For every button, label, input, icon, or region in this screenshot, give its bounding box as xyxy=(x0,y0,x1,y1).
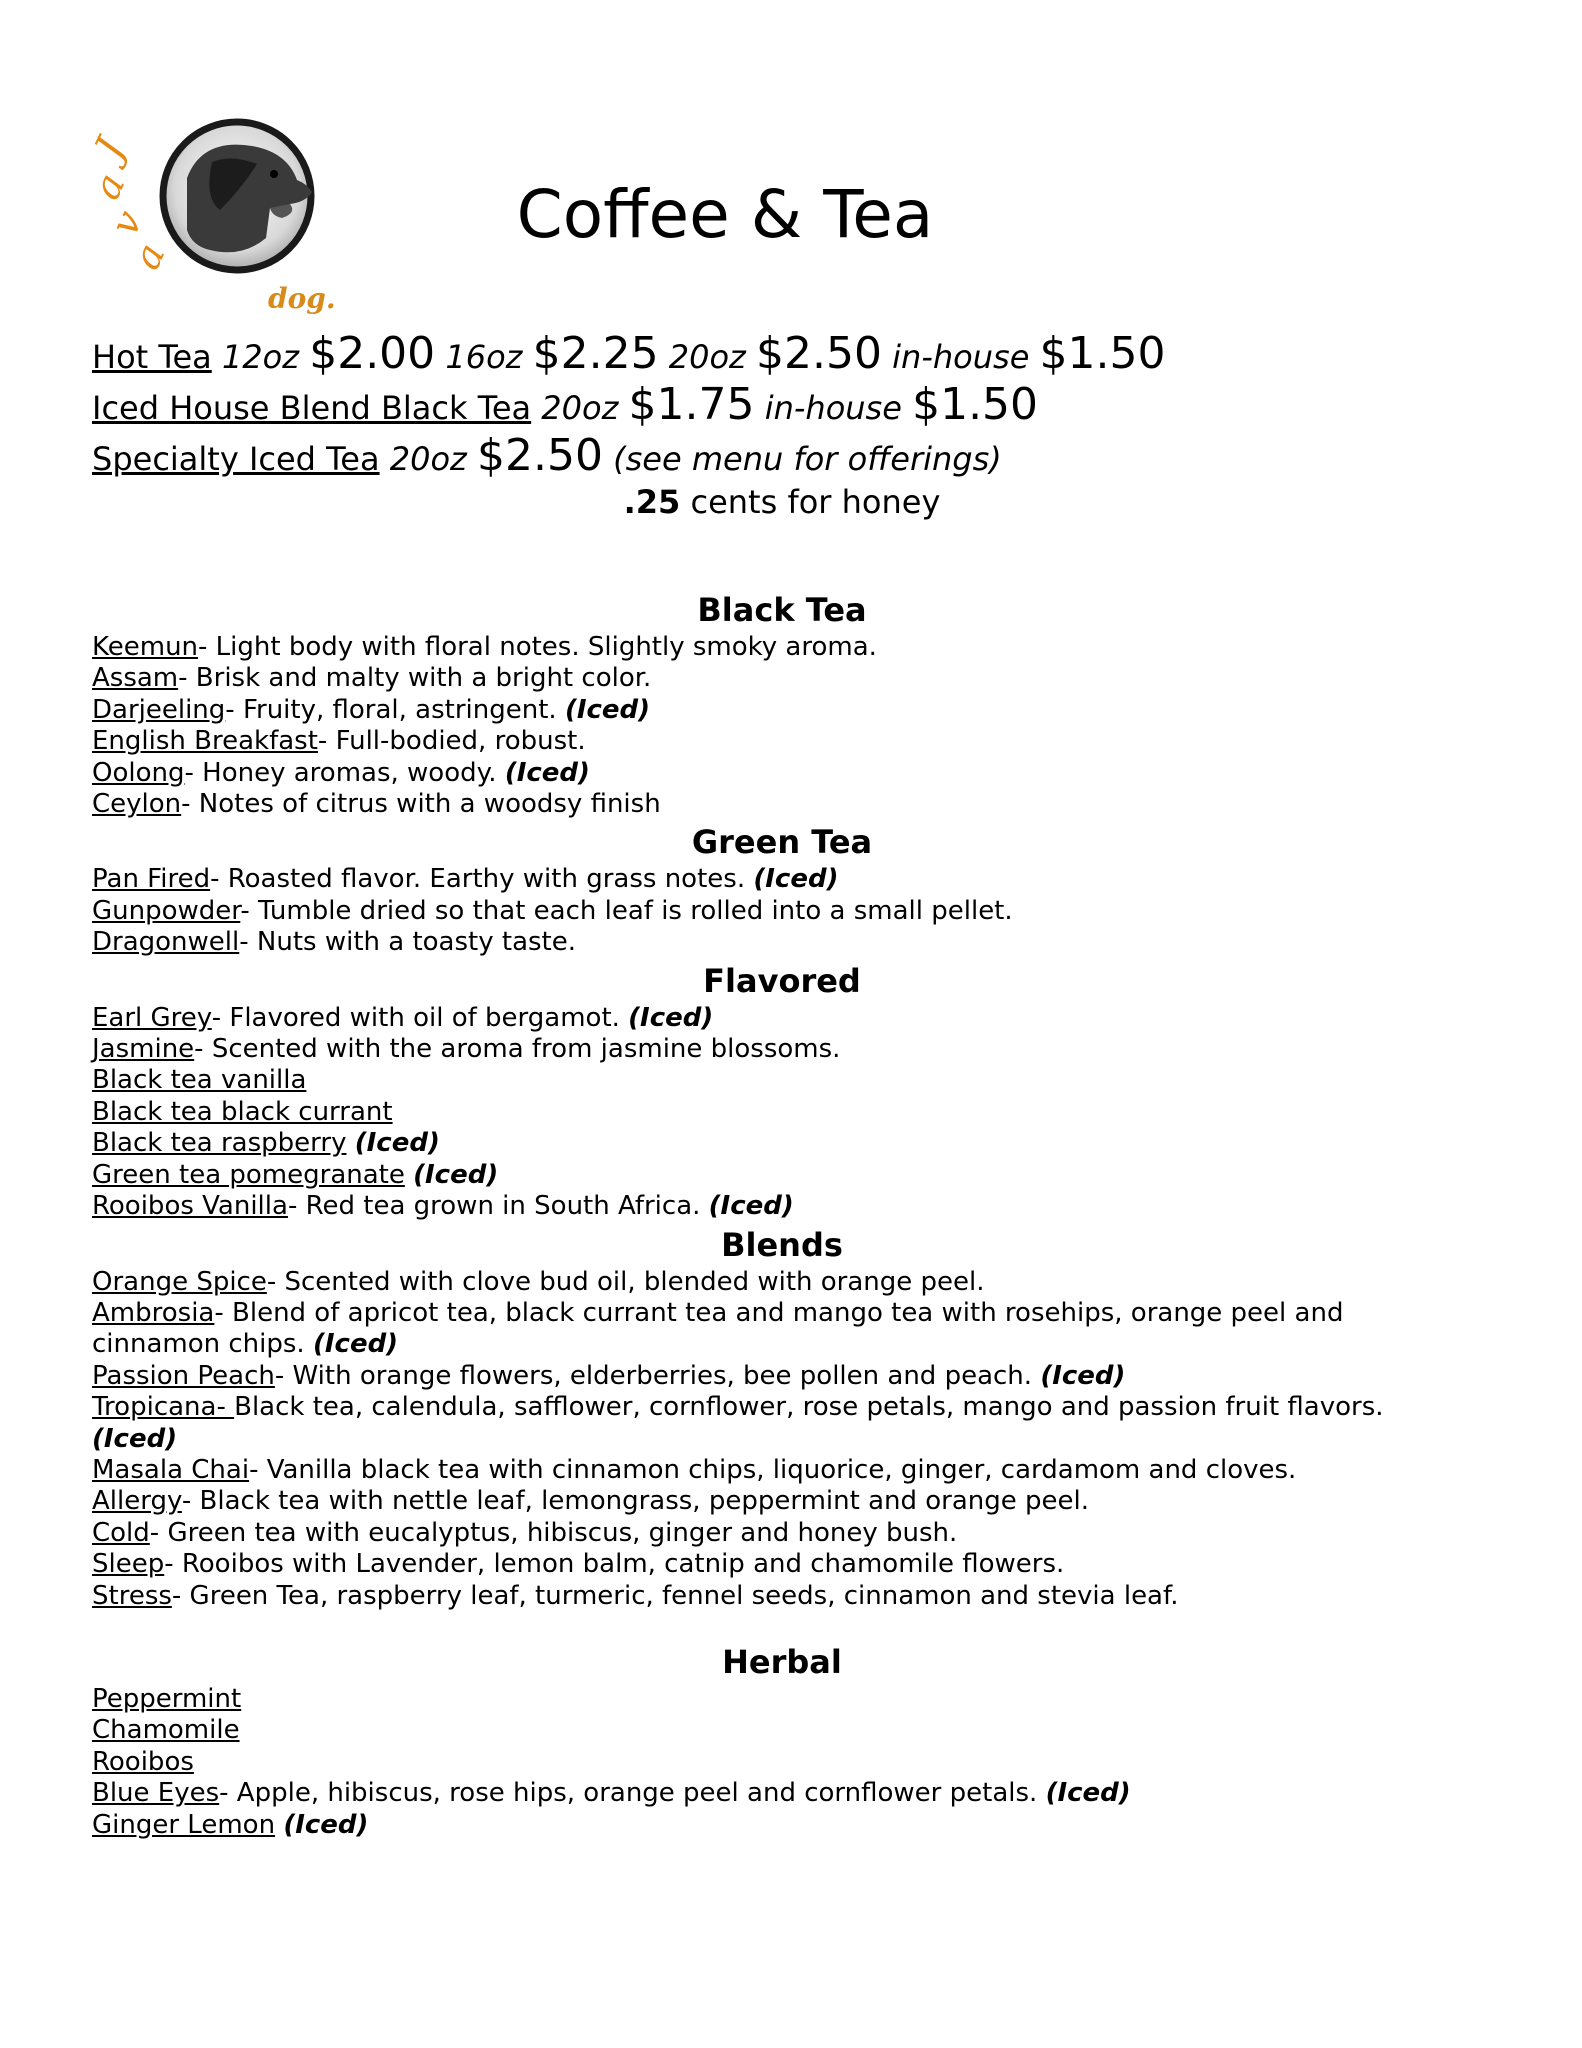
menu-item xyxy=(92,864,1492,895)
item-name: Gunpowder xyxy=(92,895,241,926)
section-heading: Green Tea xyxy=(691,823,873,862)
item-name: Cold xyxy=(92,1517,150,1548)
size-label: 20oz xyxy=(541,389,619,427)
price-value: $1.75 xyxy=(628,379,755,430)
menu-item xyxy=(92,1034,1492,1065)
menu-item xyxy=(92,1684,1492,1715)
menu-item xyxy=(92,663,1492,694)
item-name: Ambrosia xyxy=(92,1297,215,1328)
price-value: $2.50 xyxy=(756,328,882,379)
item-description: - Green tea with eucalyptus, hibiscus, ginger and honey bush. xyxy=(149,1517,958,1548)
price-value: $2.50 xyxy=(477,430,603,481)
price-note: (see menu for offerings) xyxy=(613,440,1002,478)
menu-item xyxy=(92,1715,1492,1746)
price-value: $2.00 xyxy=(309,328,436,379)
menu-item xyxy=(92,726,1492,757)
logo-letter-j: J xyxy=(86,131,135,166)
item-name: Allergy xyxy=(92,1486,182,1517)
item-description: - Full-bodied, robust. xyxy=(317,726,586,757)
honey-note xyxy=(92,480,1472,524)
iced-badge: (Iced) xyxy=(628,1002,714,1033)
item-description: - Roasted flavor. Earthy with grass notes. xyxy=(210,864,746,895)
item-name: Peppermint xyxy=(92,1683,242,1714)
iced-badge: (Iced) xyxy=(1045,1778,1131,1809)
item-name: English Breakfast xyxy=(92,726,318,757)
menu-item xyxy=(92,1191,1492,1222)
price-row-iced-house-blend xyxy=(92,379,1512,430)
item-name: Rooibos Vanilla xyxy=(92,1191,288,1222)
iced-badge: (Iced) xyxy=(92,1423,178,1454)
item-description: - Apple, hibiscus, rose hips, orange peel and cornflower petals. xyxy=(219,1778,1038,1809)
item-description: - Notes of citrus with a woodsy finish xyxy=(181,789,661,820)
item-name: Masala Chai xyxy=(92,1454,250,1485)
item-name: Oolong xyxy=(92,757,185,788)
menu-item xyxy=(92,896,1492,927)
price-list xyxy=(92,328,1512,521)
item-name: Passion Peach xyxy=(92,1360,275,1391)
item-name: Rooibos xyxy=(92,1746,194,1777)
item-description: - With orange flowers, elderberries, bee pollen and peach. xyxy=(274,1360,1033,1391)
menu-item xyxy=(92,695,1492,726)
item-name: Tropicana- xyxy=(92,1392,235,1423)
menu-item xyxy=(92,1361,1492,1392)
item-name: Jasmine xyxy=(92,1034,195,1065)
menu-item xyxy=(92,1267,1492,1298)
menu-item xyxy=(92,1581,1492,1612)
iced-badge: (Iced) xyxy=(283,1809,369,1840)
menu-item xyxy=(92,1392,1422,1455)
menu-item xyxy=(92,1810,1492,1841)
item-name: Sleep xyxy=(92,1549,165,1580)
item-name: Stress xyxy=(92,1580,172,1611)
menu-item xyxy=(92,927,1492,958)
item-name: Dragonwell xyxy=(92,927,240,958)
menu-item xyxy=(92,1298,1422,1361)
iced-badge: (Iced) xyxy=(708,1191,794,1222)
menu-item xyxy=(92,1747,1492,1778)
logo-tagline: dog. xyxy=(268,282,336,315)
honey-text: cents for honey xyxy=(690,483,941,521)
item-description: - Fruity, floral, astringent. xyxy=(225,694,557,725)
menu-item xyxy=(92,1518,1492,1549)
price-value: $1.50 xyxy=(912,379,1039,430)
menu-item xyxy=(92,1160,1492,1191)
section-gap xyxy=(92,1612,1492,1640)
menu-item xyxy=(92,1486,1492,1517)
iced-badge: (Iced) xyxy=(753,864,839,895)
section-heading: Blends xyxy=(721,1225,843,1264)
item-description: - Green Tea, raspberry leaf, turmeric, fennel seeds, cinnamon and stevia leaf. xyxy=(171,1580,1179,1611)
page-title: Coffee & Tea xyxy=(516,176,934,253)
item-description: - Nuts with a toasty taste. xyxy=(239,927,577,958)
logo-letter-a1: a xyxy=(84,166,134,206)
item-name: Green tea pomegranate xyxy=(92,1159,405,1190)
item-name: Earl Grey xyxy=(92,1002,212,1033)
menu-item xyxy=(92,1455,1492,1486)
item-name: Pan Fired xyxy=(92,864,211,895)
menu-item xyxy=(92,1128,1492,1159)
item-name: Darjeeling xyxy=(92,694,226,725)
item-description: - Blend of apricot tea, black currant tea and mango tea with rosehips, orange peel and cinnamon chips. xyxy=(92,1297,1344,1360)
honey-amount: .25 xyxy=(623,483,681,521)
item-name: Black tea vanilla xyxy=(92,1065,307,1096)
size-label: in-house xyxy=(764,389,902,427)
iced-badge: (Iced) xyxy=(312,1329,399,1360)
java-dog-logo xyxy=(84,118,342,318)
menu-item xyxy=(92,1549,1492,1580)
item-description: - Scented with the aroma from jasmine blossoms. xyxy=(194,1034,841,1065)
iced-badge: (Iced) xyxy=(1040,1360,1126,1391)
size-label: 12oz xyxy=(221,338,300,376)
section-heading: Flavored xyxy=(703,961,861,1000)
price-row-hot-tea xyxy=(92,328,1512,379)
item-description: - Scented with clove bud oil, blended with orange peel. xyxy=(266,1266,985,1297)
price-item-name: Iced House Blend Black Tea xyxy=(92,389,532,427)
size-label: in-house xyxy=(892,338,1030,376)
menu-item xyxy=(92,1097,1492,1128)
menu-item xyxy=(92,1065,1492,1096)
price-value: $1.50 xyxy=(1039,328,1166,379)
menu-item xyxy=(92,632,1492,663)
tea-menu xyxy=(92,588,1492,1841)
item-name: Assam xyxy=(92,663,179,694)
price-item-name: Specialty Iced Tea xyxy=(92,440,380,478)
item-name: Chamomile xyxy=(92,1715,240,1746)
section-heading: Herbal xyxy=(722,1642,842,1681)
price-row-specialty-iced xyxy=(92,430,1512,481)
menu-item xyxy=(92,1778,1492,1809)
item-name: Black tea black currant xyxy=(92,1096,393,1127)
price-value: $2.25 xyxy=(532,328,659,379)
size-label: 20oz xyxy=(668,338,746,376)
item-description: - Flavored with oil of bergamot. xyxy=(211,1002,620,1033)
size-label: 16oz xyxy=(445,338,523,376)
item-description: - Brisk and malty with a bright color. xyxy=(178,663,652,694)
price-item-name: Hot Tea xyxy=(92,338,212,376)
item-description: Black tea, calendula, safflower, cornflower, rose petals, mango and passion fruit flavors. xyxy=(234,1392,1384,1423)
iced-badge: (Iced) xyxy=(564,694,651,725)
menu-item xyxy=(92,758,1492,789)
iced-badge: (Iced) xyxy=(504,757,590,788)
item-description: - Red tea grown in South Africa. xyxy=(287,1191,701,1222)
logo-letter-v: v xyxy=(102,203,152,242)
item-name: Ceylon xyxy=(92,789,182,820)
section-heading: Black Tea xyxy=(697,591,867,629)
iced-badge: (Iced) xyxy=(413,1159,499,1190)
size-label: 20oz xyxy=(389,440,467,478)
item-description: - Light body with floral notes. Slightly smoky aroma. xyxy=(198,632,877,662)
menu-item xyxy=(92,789,1492,820)
item-name: Black tea raspberry xyxy=(92,1128,347,1159)
item-name: Keemun xyxy=(92,632,199,662)
menu-item xyxy=(92,1003,1492,1034)
item-name: Orange Spice xyxy=(92,1266,267,1297)
item-description: - Tumble dried so that each leaf is rolled into a small pellet. xyxy=(240,895,1013,926)
item-description: - Black tea with nettle leaf, lemongrass, peppermint and orange peel. xyxy=(181,1486,1089,1517)
item-description: - Honey aromas, woody. xyxy=(184,757,497,788)
item-name: Ginger Lemon xyxy=(92,1809,276,1840)
logo-letter-a2: a xyxy=(124,236,174,276)
item-description: - Rooibos with Lavender, lemon balm, catnip and chamomile flowers. xyxy=(164,1549,1065,1580)
item-name: Blue Eyes xyxy=(92,1778,220,1809)
item-description: - Vanilla black tea with cinnamon chips, liquorice, ginger, cardamom and cloves. xyxy=(249,1454,1297,1485)
iced-badge: (Iced) xyxy=(354,1128,440,1159)
